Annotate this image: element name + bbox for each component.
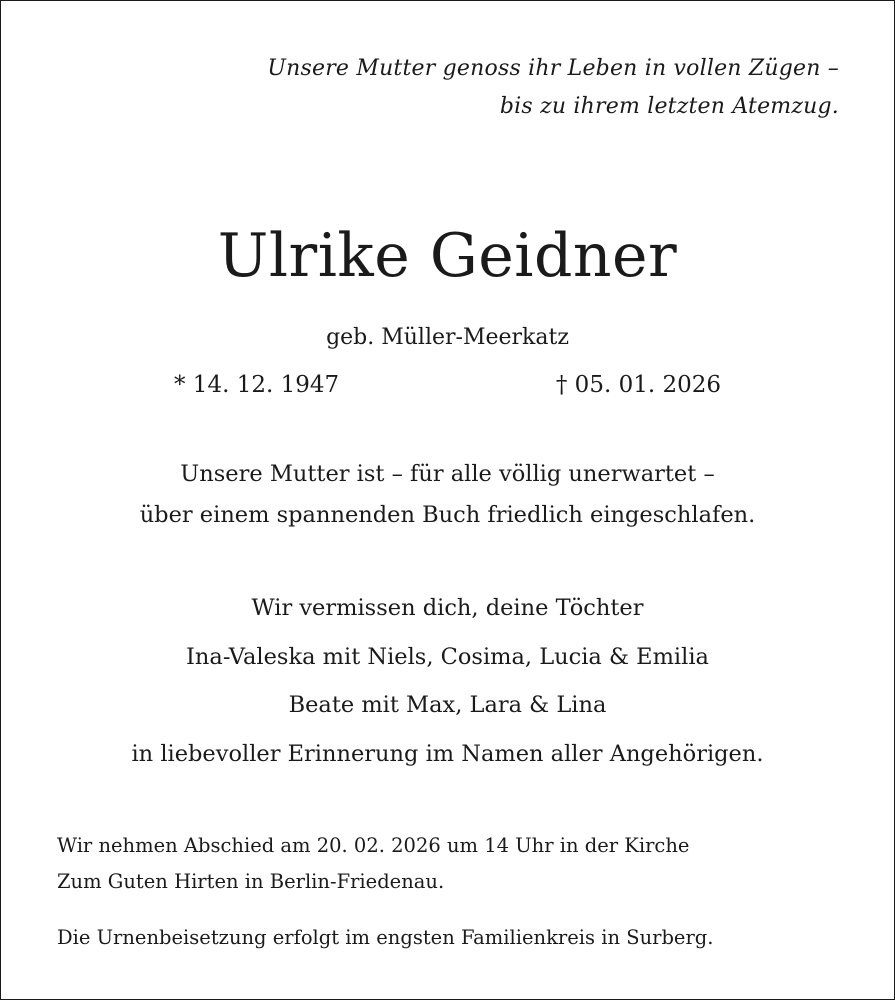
family-line: Ina-Valeska mit Niels, Cosima, Lucia & Emilia bbox=[186, 643, 709, 670]
message-line: über einem spannenden Buch friedlich eingeschlafen. bbox=[139, 502, 756, 528]
motto-line: bis zu ihrem letzten Atemzug. bbox=[499, 94, 839, 119]
farewell-line: Zum Guten Hirten in Berlin-Friedenau. bbox=[57, 870, 445, 893]
burial-line: Die Urnenbeisetzung erfolgt im engsten Familienkreis in Surberg. bbox=[57, 926, 714, 949]
family-signature bbox=[0, 584, 895, 778]
family-line: Beate mit Max, Lara & Lina bbox=[288, 692, 607, 718]
motto-quote bbox=[267, 50, 839, 126]
farewell-line: Wir nehmen Abschied am 20. 02. 2026 um 14 Uhr in der Kirche bbox=[57, 834, 690, 857]
birth-date: * 14. 12. 1947 bbox=[174, 372, 340, 398]
message-line: Unsere Mutter ist – für alle völlig unerwartet – bbox=[180, 461, 715, 487]
birth-name: geb. Müller-Meerkatz bbox=[326, 325, 569, 350]
family-line: in liebevoller Erinnerung im Namen aller Angehörigen. bbox=[131, 740, 764, 767]
family-line: Wir vermissen dich, deine Töchter bbox=[251, 595, 644, 621]
death-message bbox=[0, 454, 895, 536]
farewell-info bbox=[57, 828, 689, 900]
deceased-name: Ulrike Geidner bbox=[217, 221, 678, 291]
burial-info bbox=[57, 920, 713, 956]
motto-line: Unsere Mutter genoss ihr Leben in vollen Zügen – bbox=[267, 56, 839, 81]
death-date: † 05. 01. 2026 bbox=[555, 372, 721, 398]
